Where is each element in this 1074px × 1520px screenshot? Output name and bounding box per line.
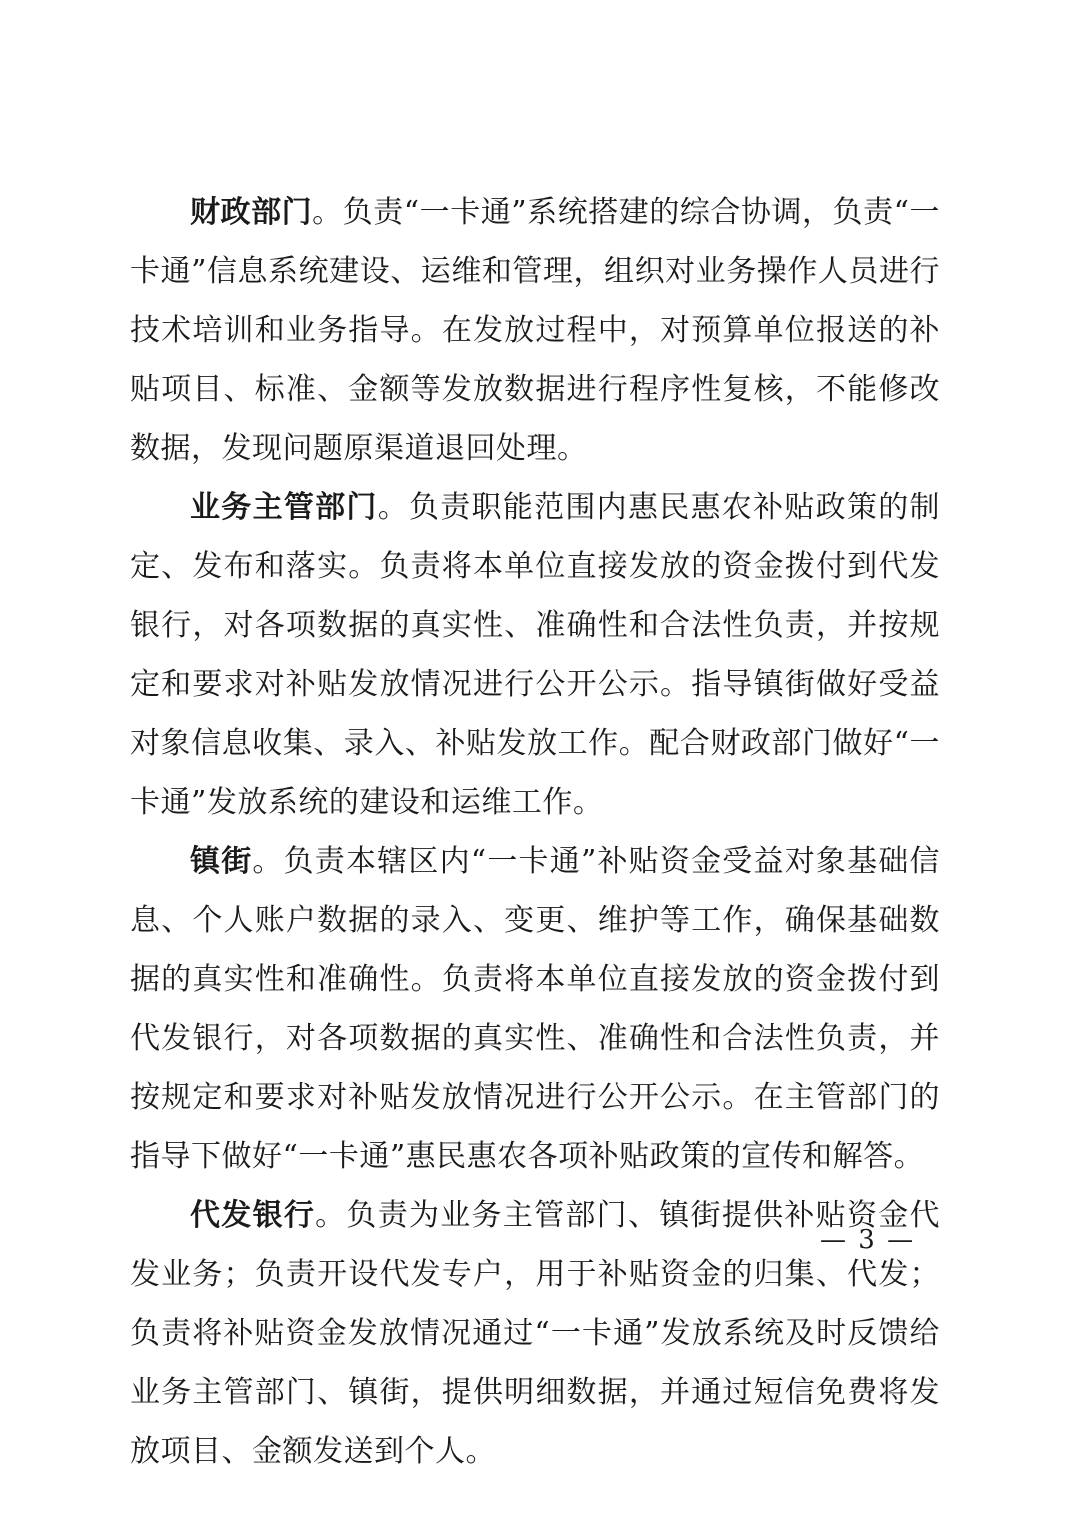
paragraph-text: 。负责为业务主管部门、镇街提供补贴资金代发业务；负责开设代发专户，用于补贴资金的归集、代发；负责将补贴资金发放情况通过“一卡通”发放系统及时反馈给业务主管部门、镇街，提供明细数据，并通过短信免费将发放项目、金额发送到个人。 [130,1198,941,1469]
page-number: — 3 — [820,1225,916,1255]
paragraph-text: 。负责“一卡通”系统搭建的综合协调，负责“一卡通”信息系统建设、运维和管理，组织对业务操作人员进行技术培训和业务指导。在发放过程中，对预算单位报送的补贴项目、标准、金额等发放数据进行程序性复核，不能修改数据，发现问题原渠道退回处理。 [130,195,941,466]
document-body [130,183,940,1481]
paragraph-agent-bank [130,1186,940,1481]
paragraph-lead: 镇街 [190,844,253,879]
paragraph-lead: 代发银行 [190,1198,316,1233]
paragraph-text: 。负责职能范围内惠民惠农补贴政策的制定、发布和落实。负责将本单位直接发放的资金拨付到代发银行，对各项数据的真实性、准确性和合法性负责，并按规定和要求对补贴发放情况进行公开公示。指导镇街做好受益对象信息收集、录入、补贴发放工作。配合财政部门做好“一卡通”发放系统的建设和运维工作。 [130,490,941,820]
paragraph-finance-department [130,183,940,478]
paragraph-business-department [130,478,940,832]
paragraph-towns-streets [130,832,940,1186]
paragraph-lead: 财政部门 [190,195,313,230]
paragraph-text: 。负责本辖区内“一卡通”补贴资金受益对象基础信息、个人账户数据的录入、变更、维护等工作，确保基础数据的真实性和准确性。负责将本单位直接发放的资金拨付到代发银行，对各项数据的真实性、准确性和合法性负责，并按规定和要求对补贴发放情况进行公开公示。在主管部门的指导下做好“一卡通”惠民惠农各项补贴政策的宣传和解答。 [130,844,940,1174]
paragraph-lead: 业务主管部门 [190,490,378,525]
